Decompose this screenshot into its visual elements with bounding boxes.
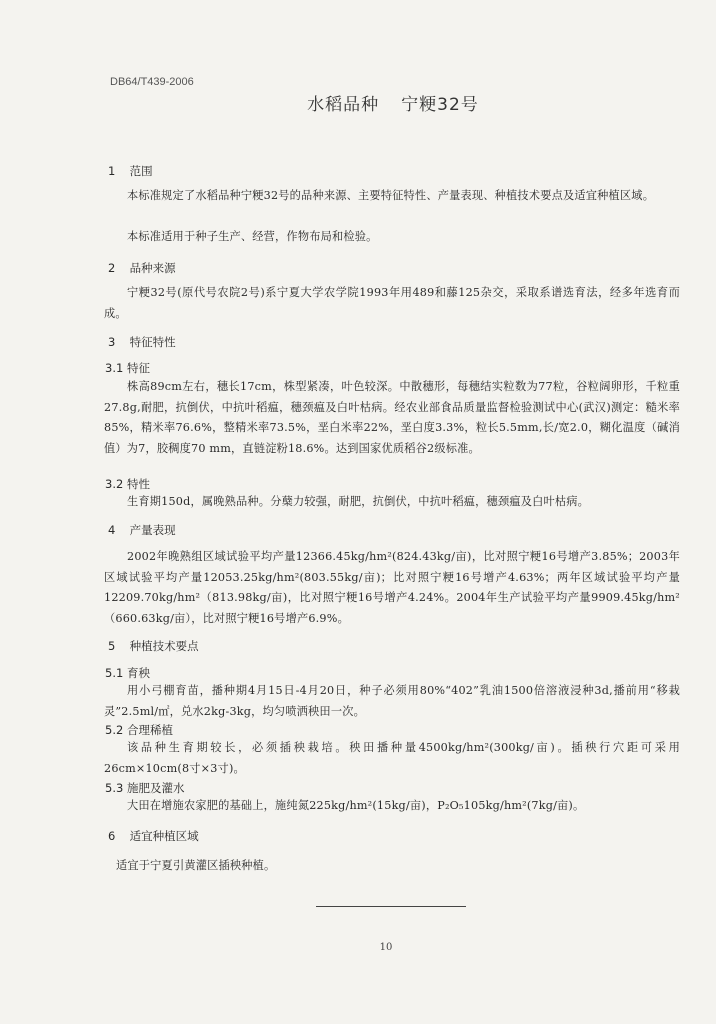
section-2-heading xyxy=(108,260,176,276)
end-rule xyxy=(316,906,466,907)
section-1-heading xyxy=(108,163,153,179)
subsection-title: 特性 xyxy=(126,477,150,491)
section-2-paragraph-1: 宁粳32号(原代号农院2号)系宁夏大学农学院1993年用489和藤125杂交，采取系谱选育法，经多年选育而成。 xyxy=(104,286,680,320)
subsection-5-3-paragraph: 大田在增施农家肥的基础上，施纯氮225kg/hm²(15kg/亩)，P₂O₅105kg/hm²(7kg/亩)。 xyxy=(127,799,585,812)
section-title: 适宜种植区域 xyxy=(129,829,199,843)
subsection-title: 特征 xyxy=(126,361,150,375)
section-number: 6 xyxy=(108,829,116,843)
section-5-heading xyxy=(108,638,199,654)
subsection-title: 合理稀植 xyxy=(126,723,173,737)
section-title: 产量表现 xyxy=(129,523,176,537)
subsection-5-1-paragraph: 用小弓棚育苗，播种期4月15日-4月20日，种子必须用80%“402”乳油1500倍溶液浸种3d,播前用“移栽灵”2.5ml/㎡，兑水2kg-3kg，均匀喷洒秧田一次。 xyxy=(104,684,680,718)
section-6-paragraph: 适宜于宁夏引黄灌区插秧种植。 xyxy=(116,859,276,872)
subsection-number: 5.2 xyxy=(105,723,124,737)
section-title: 特征特性 xyxy=(129,335,176,349)
subsection-3-2-heading xyxy=(105,476,150,492)
section-title: 品种来源 xyxy=(129,261,176,275)
subsection-number: 5.1 xyxy=(105,666,124,680)
section-number: 5 xyxy=(108,639,116,653)
section-number: 3 xyxy=(108,335,116,349)
page-number: 10 xyxy=(379,942,393,953)
subsection-number: 5.3 xyxy=(105,781,124,795)
subsection-title: 施肥及灌水 xyxy=(126,781,185,795)
section-1-paragraph-1: 本标准规定了水稻品种宁粳32号的品种来源、主要特征特性、产量表现、种植技术要点及适宜种植区域。 xyxy=(127,189,655,202)
subsection-number: 3.1 xyxy=(105,361,124,375)
section-4-paragraph: 2002年晚熟组区域试验平均产量12366.45kg/hm²(824.43kg/亩)，比对照宁粳16号增产3.85%；2003年区域试验平均产量12053.25kg/hm²(803.55kg/亩)；比对照宁粳16号增产4.63%；两年区域试验平均产量12209.70kg/hm²（813.98kg/亩)，比对照宁粳16号增产4.24%。2004年生产试验平均产量9909.45kg/hm²（660.63kg/亩），比对照宁粳16号增产6.9%。 xyxy=(104,550,680,625)
section-6-heading xyxy=(108,828,199,844)
section-title: 范围 xyxy=(129,164,153,178)
section-1-paragraph-2: 本标准适用于种子生产、经营，作物布局和检验。 xyxy=(127,230,378,243)
subsection-3-1-heading xyxy=(105,360,150,376)
standard-number: DB64/T439-2006 xyxy=(110,76,194,88)
subsection-5-1-heading xyxy=(105,665,150,681)
document-title xyxy=(0,90,716,115)
title-part-1: 水稻品种 xyxy=(307,95,380,115)
subsection-number: 3.2 xyxy=(105,477,124,491)
subsection-title: 育秧 xyxy=(126,666,150,680)
subsection-5-3-heading xyxy=(105,780,184,796)
title-part-2: 宁粳32号 xyxy=(401,95,479,115)
section-number: 2 xyxy=(108,261,116,275)
section-number: 4 xyxy=(108,523,116,537)
section-4-heading xyxy=(108,522,176,538)
subsection-5-2-heading xyxy=(105,722,173,738)
subsection-3-2-paragraph: 生育期150d，属晚熟品种。分蘖力较强，耐肥，抗倒伏，中抗叶稻瘟，穗颈瘟及白叶枯病。 xyxy=(127,495,590,508)
subsection-5-2-paragraph: 该品种生育期较长，必须插秧栽培。秧田播种量4500kg/hm²(300kg/亩)。插秧行穴距可采用26cm×10cm(8寸×3寸)。 xyxy=(104,741,680,775)
section-3-heading xyxy=(108,334,176,350)
section-title: 种植技术要点 xyxy=(129,639,199,653)
subsection-3-1-paragraph: 株高89cm左右，穗长17cm，株型紧凑，叶色较深。中散穗形，每穗结实粒数为77粒，谷粒阔卵形，千粒重27.8g,耐肥，抗倒伏，中抗叶稻瘟，穗颈瘟及白叶枯病。经农业部食品质量监督检验测试中心(武汉)测定：糙米率85%，精米率76.6%，整精米率73.5%，垩白米率22%，垩白度3.3%，粒长5.5mm,长/宽2.0，糊化温度（碱消值）为7，胶稠度70 mm，直链淀粉18.6%。达到国家优质稻谷2级标准。 xyxy=(104,380,680,455)
section-number: 1 xyxy=(108,164,116,178)
